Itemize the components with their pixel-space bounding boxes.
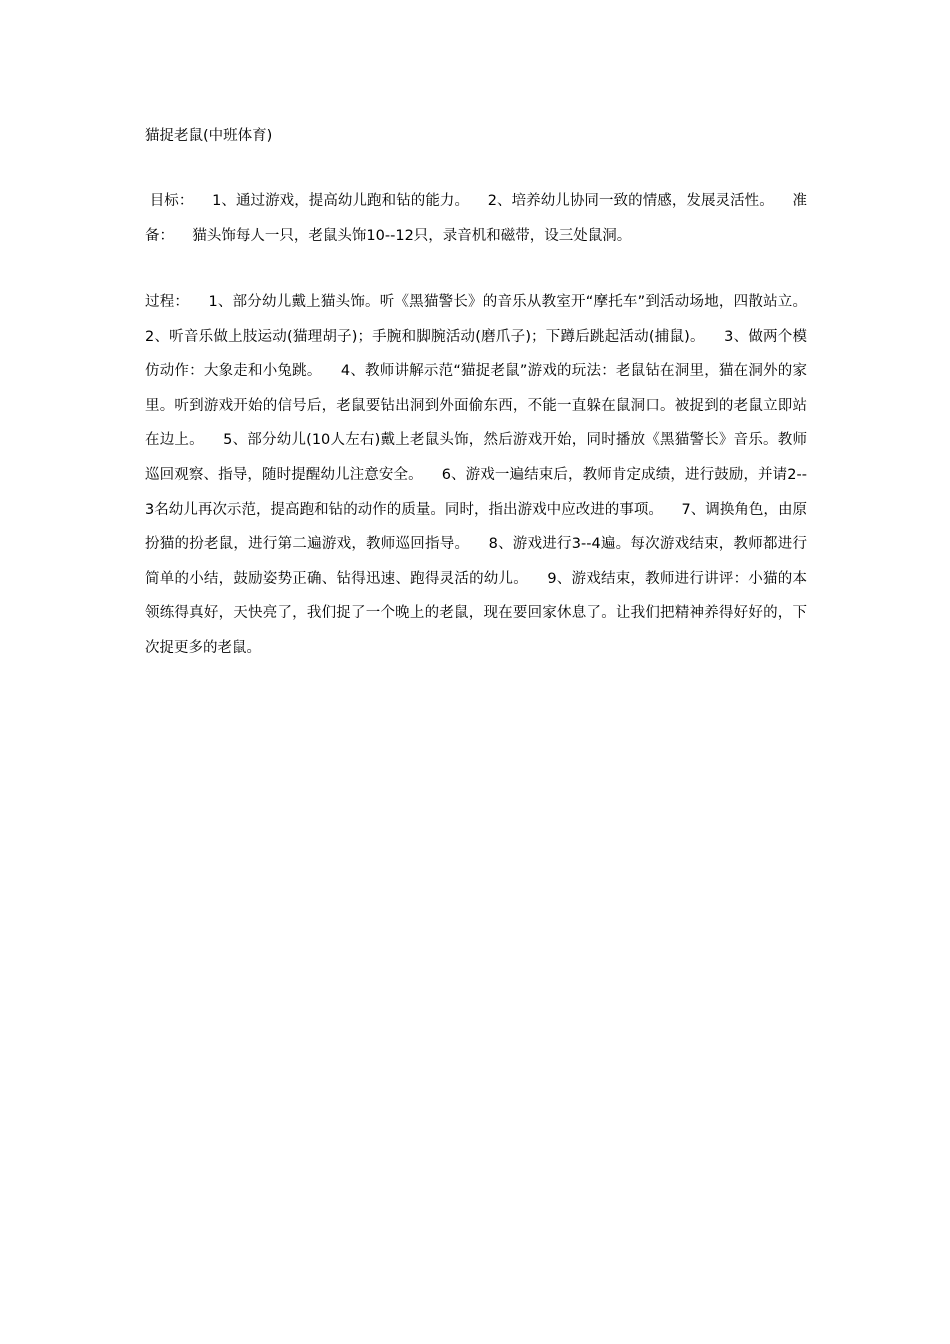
document-title: 猫捉老鼠(中班体育) xyxy=(145,128,273,144)
goal-preparation-paragraph: 目标： 1、通过游戏，提高幼儿跑和钻的能力。 2、培养幼儿协同一致的情感，发展灵活性。 准备： 猫头饰每人一只，老鼠头饰10--12只，录音机和磁带，设三处鼠洞。 xyxy=(145,193,808,244)
process-paragraph: 过程： 1、部分幼儿戴上猫头饰。听《黑猫警长》的音乐从教室开“摩托车”到活动场地，四散站立。 2、听音乐做上肢运动(猫理胡子)；手腕和脚腕活动(磨爪子)；下蹲后跳起活动(捕鼠)。 3、做两个模仿动作：大象走和小兔跳。 4、教师讲解示范“猫捉老鼠”游戏的玩法：老鼠钻在洞里，猫在洞外的家里。听到游戏开始的信号后，老鼠要钻出洞到外面偷东西，不能一直躲在鼠洞口。被捉到的老鼠立即站在边上。 5、部分幼儿(10人左右)戴上老鼠头饰，然后游戏开始，同时播放《黑猫警长》音乐。教师巡回观察、指导，随时提醒幼儿注意安全。 6、游戏一遍结束后，教师肯定成绩，进行鼓励，并请2--3名幼儿再次示范，提高跑和钻的动作的质量。同时，指出游戏中应改进的事项。 7、调换角色，由原扮猫的扮老鼠，进行第二遍游戏，教师巡回指导。 8、游戏进行3--4遍。每次游戏结束，教师都进行简单的小结，鼓励姿势正确、钻得迅速、跑得灵活的幼儿。 9、游戏结束，教师进行讲评：小猫的本领练得真好，天快亮了，我们捉了一个晚上的老鼠，现在要回家休息了。让我们把精神养得好好的，下次捉更多的老鼠。 xyxy=(145,294,826,656)
